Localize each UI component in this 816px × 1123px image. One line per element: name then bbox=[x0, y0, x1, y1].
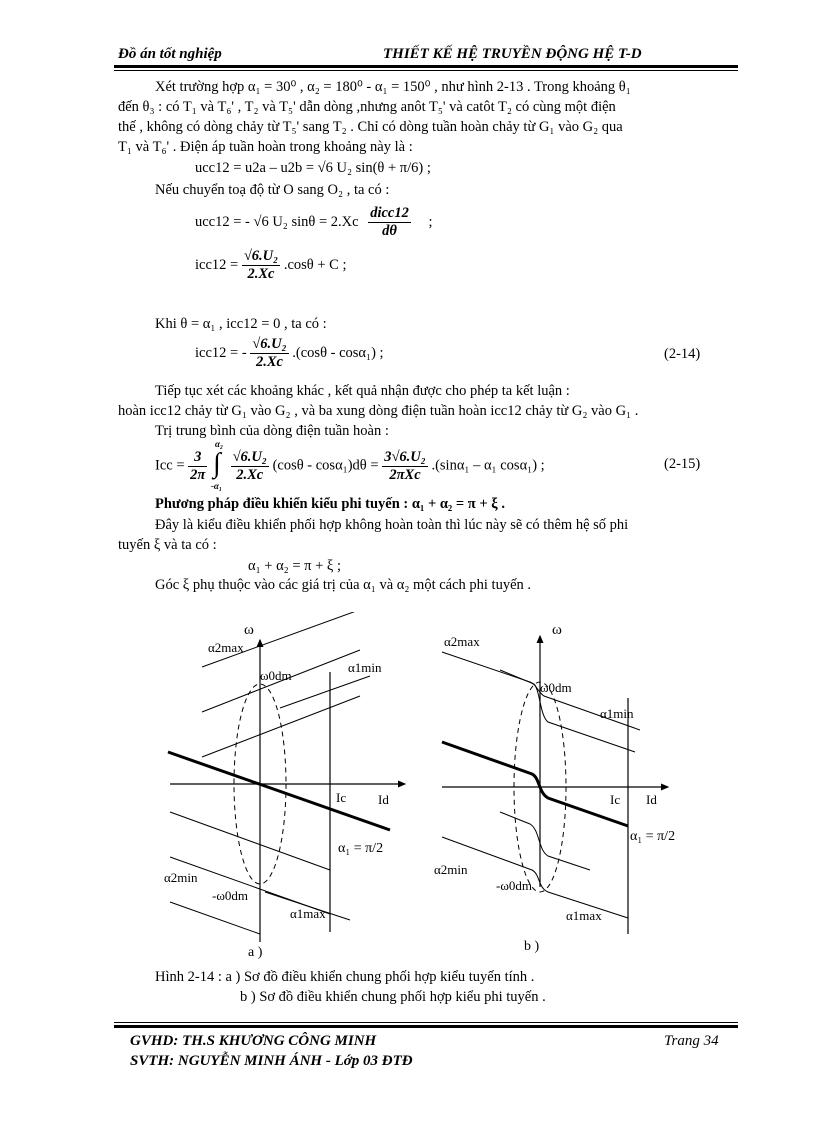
eq2-den: dθ bbox=[382, 223, 397, 239]
eq5-f2-den: 2.Xc bbox=[236, 466, 264, 483]
b-omega-label: ω bbox=[552, 622, 562, 638]
b-panel-label: b ) bbox=[524, 939, 540, 954]
header-right: THIẾT KẾ HỆ TRUYỀN ĐỘNG HỆ T-D bbox=[383, 46, 642, 62]
eq-number-2-15: (2-15) bbox=[664, 456, 701, 472]
figure-caption-line1: Hình 2-14 : a ) Sơ đồ điều khiển chung phối hợp kiểu tuyến tính . bbox=[155, 969, 535, 985]
footer-gvhd: GVHD: TH.S KHƯƠNG CÔNG MINH bbox=[130, 1033, 377, 1049]
footer-rule-thin bbox=[114, 1022, 738, 1023]
eq2-num: dicc12 bbox=[370, 205, 409, 221]
a-line-a2min bbox=[170, 902, 260, 934]
p1-line1: Xét trường hợp α₁ = 30⁰ , α₂ = 180⁰ - α₁ = 150⁰ , như hình 2-13 . Trong khoảng θ₁ bbox=[155, 79, 631, 95]
p7-line: Góc ξ phụ thuộc vào các giá trị của α₁ và α₂ một cách phi tuyến . bbox=[155, 577, 532, 593]
int-glyph: ∫ bbox=[212, 448, 221, 479]
eq5-fraction2 bbox=[231, 449, 269, 484]
b-a1max-label: α1max bbox=[566, 908, 602, 923]
b-mw0dm-label: -ω0dm bbox=[496, 878, 532, 893]
p6-line1: Đây là kiểu điều khiển phối hợp không hoàn toàn thì lúc này sẽ có thêm hệ số phi bbox=[155, 517, 629, 533]
panel-a bbox=[164, 612, 405, 960]
figure-2-14 bbox=[150, 612, 710, 962]
footer-page-number: Trang 34 bbox=[664, 1033, 719, 1049]
a-panel-label: a ) bbox=[248, 945, 263, 960]
a-a2max-label: α2max bbox=[208, 640, 244, 655]
eq3-fraction bbox=[242, 248, 280, 283]
panel-b bbox=[434, 622, 675, 954]
header-rule-thin bbox=[114, 70, 738, 71]
b-curve-a1max bbox=[442, 837, 628, 918]
eq-number-2-14: (2-14) bbox=[664, 346, 701, 362]
section-heading: Phương pháp điều khiển kiểu phi tuyến : α₁ + α₂ = π + ξ . bbox=[155, 496, 505, 512]
eq5-f3-num: 3√6.U₂ bbox=[384, 448, 426, 465]
header-left: Đồ án tốt nghiệp bbox=[118, 46, 222, 62]
p3-line: Khi θ = α₁ , icc12 = 0 , ta có : bbox=[155, 316, 327, 332]
eq5-left: Icc = bbox=[155, 457, 185, 474]
equation-icc12-b bbox=[195, 336, 384, 371]
eq4-num: √6.U₂ bbox=[252, 336, 287, 352]
eq3-den: 2.Xc bbox=[247, 266, 275, 282]
eq5-fraction3 bbox=[382, 449, 428, 484]
b-w0dm-label: ω0dm bbox=[540, 680, 572, 695]
eq6: α₁ + α₂ = π + ξ ; bbox=[248, 558, 342, 574]
int-upper: α₂ bbox=[214, 439, 224, 449]
a-id-label: Id bbox=[378, 792, 389, 807]
b-curve-4 bbox=[500, 812, 590, 870]
a-mw0dm-label: -ω0dm bbox=[212, 888, 248, 903]
p1-line3: thế , không có dòng chảy từ T₅' sang T₂ . Chỉ có dòng tuần hoàn chảy từ G₁ vào G₂ qua bbox=[118, 119, 623, 135]
eq5-f1-num: 3 bbox=[188, 449, 207, 467]
b-a1min-label: α1min bbox=[600, 706, 634, 721]
footer-rule-thick bbox=[114, 1025, 738, 1028]
a-line-main bbox=[168, 752, 390, 830]
a-line-a1min bbox=[280, 676, 370, 708]
p4-line2: hoàn icc12 chảy từ G₁ vào G₂ , và ba xung dòng điện tuần hoàn icc12 chảy từ G₂ vào G₁ . bbox=[118, 403, 639, 419]
b-a2min-label: α2min bbox=[434, 862, 468, 877]
integral-sign bbox=[210, 439, 227, 491]
b-a2max-label: α2max bbox=[444, 634, 480, 649]
figure-caption-line2: b ) Sơ đồ điều khiển chung phối hợp kiểu phi tuyến . bbox=[240, 989, 546, 1005]
eq4-left: icc12 = - bbox=[195, 344, 247, 361]
eq3-right: .cosθ + C ; bbox=[283, 256, 347, 273]
p1-line2: đến θ₃ : có T₁ và T₆' , T₂ và T₅' dẫn dòng ,nhưng anôt T₅' và catôt T₂ có cùng một điện bbox=[118, 99, 616, 115]
header-rule-thick bbox=[114, 65, 738, 68]
eq4-fraction bbox=[250, 336, 288, 371]
a-w0dm-label: ω0dm bbox=[260, 668, 292, 683]
equation-ucc12-b bbox=[195, 205, 433, 240]
b-a1eq-label: α₁ = π/2 bbox=[630, 829, 676, 844]
eq2-left: ucc12 = - √6 U₂ sinθ = 2.Xc bbox=[195, 213, 359, 230]
b-ic-label: Ic bbox=[610, 792, 621, 807]
equation-icc12-a bbox=[195, 248, 346, 283]
eq5-f1-den: 2π bbox=[190, 466, 206, 483]
eq3-num: √6.U₂ bbox=[243, 248, 279, 264]
eq2-end: ; bbox=[428, 213, 433, 230]
p5-line: Trị trung bình của dòng điện tuần hoàn : bbox=[155, 423, 389, 439]
eq4-den: 2.Xc bbox=[255, 354, 283, 370]
a-omega-label: ω bbox=[244, 622, 254, 638]
footer-svth: SVTH: NGUYỄN MINH ÁNH - Lớp 03 ĐTĐ bbox=[130, 1053, 413, 1069]
equation-icc-average bbox=[155, 439, 545, 491]
a-a1eq-label: α₁ = π/2 bbox=[338, 841, 384, 856]
int-lower: -α₁ bbox=[210, 481, 223, 491]
eq5-f2-num: √6.U₂ bbox=[232, 448, 267, 465]
eq5-mid: (cosθ - cosα₁)dθ = bbox=[272, 457, 379, 474]
p1-line4: T₁ và T₆' . Điện áp tuần hoàn trong khoảng này là : bbox=[118, 139, 413, 155]
p6-line2: tuyến ξ và ta có : bbox=[118, 537, 217, 553]
a-a1min-label: α1min bbox=[348, 660, 382, 675]
p4-line1: Tiếp tục xét các khoảng khác , kết quả nhận được cho phép ta kết luận : bbox=[155, 383, 570, 399]
a-a1max-label: α1max bbox=[290, 906, 326, 921]
eq4-right: .(cosθ - cosα₁) ; bbox=[292, 344, 384, 361]
eq5-fraction1 bbox=[188, 449, 207, 484]
eq2-fraction bbox=[368, 205, 411, 240]
a-line-3 bbox=[202, 696, 360, 757]
eq5-f3-den: 2πXc bbox=[389, 466, 421, 483]
p2-line: Nếu chuyển toạ độ từ O sang O₂ , ta có : bbox=[155, 182, 390, 198]
eq5-right: .(sinα₁ – α₁ cosα₁) ; bbox=[431, 457, 545, 474]
a-line-5 bbox=[170, 812, 330, 870]
b-curve-main bbox=[442, 742, 628, 826]
a-a2min-label: α2min bbox=[164, 870, 198, 885]
b-id-label: Id bbox=[646, 792, 657, 807]
equation-ucc12-a: ucc12 = u2a – u2b = √6 U₂ sin(θ + π/6) ; bbox=[195, 160, 431, 176]
a-ic-label: Ic bbox=[336, 790, 347, 805]
eq3-left: icc12 = bbox=[195, 256, 239, 273]
